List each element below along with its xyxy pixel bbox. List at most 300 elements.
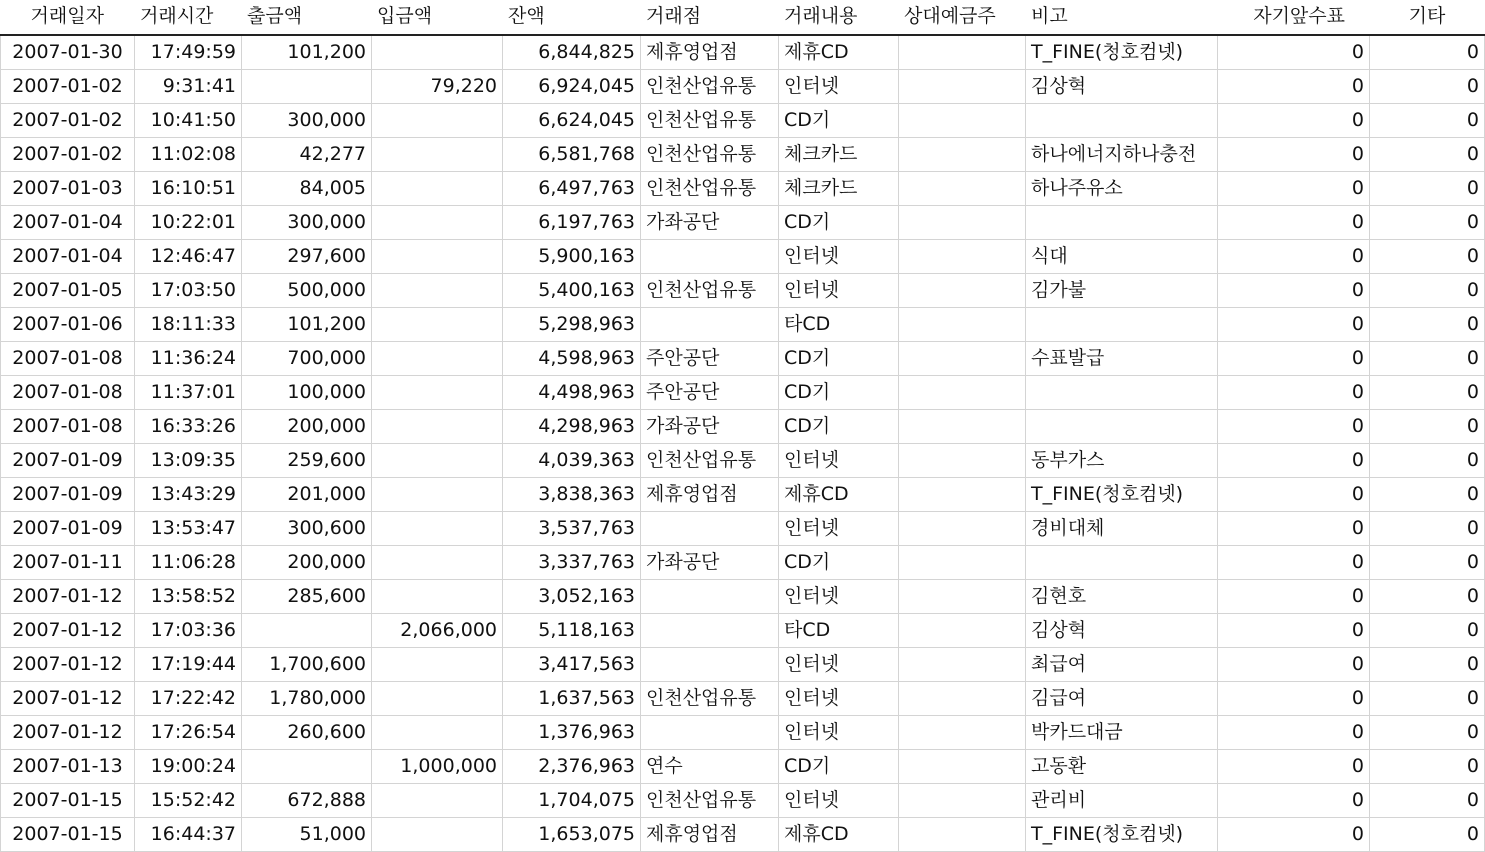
cell-withdrawal[interactable]: 1,780,000 <box>242 682 372 716</box>
cell-balance[interactable]: 6,624,045 <box>503 104 641 138</box>
cell-time[interactable]: 12:46:47 <box>135 240 242 274</box>
cell-other[interactable]: 0 <box>1370 376 1485 410</box>
cell-withdrawal[interactable] <box>242 70 372 104</box>
cell-counterparty[interactable] <box>899 580 1026 614</box>
cell-other[interactable]: 0 <box>1370 512 1485 546</box>
table-row[interactable] <box>1 138 1485 172</box>
cell-cashier-check[interactable]: 0 <box>1218 546 1370 580</box>
col-header-date[interactable]: 거래일자 <box>1 0 135 35</box>
table-row[interactable] <box>1 444 1485 478</box>
cell-cashier-check[interactable]: 0 <box>1218 70 1370 104</box>
cell-time[interactable]: 13:58:52 <box>135 580 242 614</box>
cell-memo[interactable]: 김현호 <box>1026 580 1218 614</box>
cell-branch[interactable]: 인천산업유통 <box>641 784 779 818</box>
cell-withdrawal[interactable] <box>242 750 372 784</box>
cell-date[interactable]: 2007-01-12 <box>1 682 135 716</box>
cell-time[interactable]: 17:19:44 <box>135 648 242 682</box>
cell-deposit[interactable] <box>372 138 503 172</box>
cell-date[interactable]: 2007-01-02 <box>1 104 135 138</box>
cell-date[interactable]: 2007-01-15 <box>1 784 135 818</box>
cell-counterparty[interactable] <box>899 648 1026 682</box>
cell-other[interactable]: 0 <box>1370 308 1485 342</box>
cell-description[interactable]: 타CD <box>779 614 899 648</box>
table-row[interactable] <box>1 546 1485 580</box>
cell-memo[interactable] <box>1026 206 1218 240</box>
cell-description[interactable]: 인터넷 <box>779 444 899 478</box>
cell-withdrawal[interactable]: 200,000 <box>242 546 372 580</box>
cell-date[interactable]: 2007-01-04 <box>1 206 135 240</box>
cell-cashier-check[interactable]: 0 <box>1218 240 1370 274</box>
cell-cashier-check[interactable]: 0 <box>1218 750 1370 784</box>
cell-other[interactable]: 0 <box>1370 342 1485 376</box>
cell-cashier-check[interactable]: 0 <box>1218 172 1370 206</box>
table-row[interactable] <box>1 512 1485 546</box>
cell-date[interactable]: 2007-01-08 <box>1 376 135 410</box>
cell-memo[interactable]: 관리비 <box>1026 784 1218 818</box>
cell-branch[interactable] <box>641 614 779 648</box>
table-row[interactable] <box>1 580 1485 614</box>
cell-balance[interactable]: 4,598,963 <box>503 342 641 376</box>
cell-deposit[interactable] <box>372 274 503 308</box>
cell-time[interactable]: 16:33:26 <box>135 410 242 444</box>
cell-deposit[interactable] <box>372 376 503 410</box>
cell-deposit[interactable]: 2,066,000 <box>372 614 503 648</box>
table-row[interactable] <box>1 342 1485 376</box>
cell-counterparty[interactable] <box>899 512 1026 546</box>
cell-memo[interactable]: 식대 <box>1026 240 1218 274</box>
cell-cashier-check[interactable]: 0 <box>1218 682 1370 716</box>
cell-date[interactable]: 2007-01-09 <box>1 444 135 478</box>
cell-withdrawal[interactable]: 42,277 <box>242 138 372 172</box>
cell-branch[interactable]: 제휴영업점 <box>641 818 779 852</box>
cell-other[interactable]: 0 <box>1370 70 1485 104</box>
cell-other[interactable]: 0 <box>1370 614 1485 648</box>
cell-date[interactable]: 2007-01-13 <box>1 750 135 784</box>
table-row[interactable] <box>1 172 1485 206</box>
cell-cashier-check[interactable]: 0 <box>1218 410 1370 444</box>
cell-balance[interactable]: 4,498,963 <box>503 376 641 410</box>
cell-withdrawal[interactable]: 500,000 <box>242 274 372 308</box>
cell-memo[interactable]: 경비대체 <box>1026 512 1218 546</box>
cell-counterparty[interactable] <box>899 308 1026 342</box>
cell-cashier-check[interactable]: 0 <box>1218 206 1370 240</box>
cell-branch[interactable] <box>641 240 779 274</box>
cell-memo[interactable]: 김가불 <box>1026 274 1218 308</box>
cell-branch[interactable]: 인천산업유통 <box>641 172 779 206</box>
cell-time[interactable]: 17:49:59 <box>135 35 242 70</box>
cell-branch[interactable]: 인천산업유통 <box>641 104 779 138</box>
cell-other[interactable]: 0 <box>1370 104 1485 138</box>
cell-date[interactable]: 2007-01-12 <box>1 614 135 648</box>
cell-time[interactable]: 16:44:37 <box>135 818 242 852</box>
cell-other[interactable]: 0 <box>1370 818 1485 852</box>
cell-other[interactable]: 0 <box>1370 682 1485 716</box>
cell-withdrawal[interactable]: 84,005 <box>242 172 372 206</box>
cell-balance[interactable]: 5,298,963 <box>503 308 641 342</box>
cell-balance[interactable]: 1,376,963 <box>503 716 641 750</box>
cell-time[interactable]: 18:11:33 <box>135 308 242 342</box>
cell-counterparty[interactable] <box>899 274 1026 308</box>
cell-branch[interactable]: 연수 <box>641 750 779 784</box>
col-header-branch[interactable]: 거래점 <box>641 0 779 35</box>
cell-time[interactable]: 17:03:50 <box>135 274 242 308</box>
cell-cashier-check[interactable]: 0 <box>1218 648 1370 682</box>
cell-date[interactable]: 2007-01-11 <box>1 546 135 580</box>
cell-withdrawal[interactable]: 51,000 <box>242 818 372 852</box>
cell-time[interactable]: 9:31:41 <box>135 70 242 104</box>
cell-time[interactable]: 10:41:50 <box>135 104 242 138</box>
cell-branch[interactable] <box>641 308 779 342</box>
cell-memo[interactable] <box>1026 308 1218 342</box>
cell-date[interactable]: 2007-01-12 <box>1 716 135 750</box>
cell-counterparty[interactable] <box>899 784 1026 818</box>
cell-deposit[interactable] <box>372 784 503 818</box>
cell-balance[interactable]: 5,118,163 <box>503 614 641 648</box>
cell-cashier-check[interactable]: 0 <box>1218 512 1370 546</box>
cell-memo[interactable]: 고동환 <box>1026 750 1218 784</box>
cell-other[interactable]: 0 <box>1370 716 1485 750</box>
cell-balance[interactable]: 1,653,075 <box>503 818 641 852</box>
cell-balance[interactable]: 3,838,363 <box>503 478 641 512</box>
cell-memo[interactable] <box>1026 104 1218 138</box>
cell-memo[interactable]: T_FINE(청호컴넷) <box>1026 35 1218 70</box>
col-header-deposit[interactable]: 입금액 <box>372 0 503 35</box>
cell-other[interactable]: 0 <box>1370 274 1485 308</box>
cell-counterparty[interactable] <box>899 682 1026 716</box>
cell-branch[interactable]: 가좌공단 <box>641 546 779 580</box>
cell-other[interactable]: 0 <box>1370 444 1485 478</box>
table-row[interactable] <box>1 410 1485 444</box>
cell-deposit[interactable] <box>372 444 503 478</box>
cell-time[interactable]: 17:26:54 <box>135 716 242 750</box>
table-row[interactable] <box>1 376 1485 410</box>
cell-deposit[interactable] <box>372 308 503 342</box>
cell-branch[interactable]: 인천산업유통 <box>641 70 779 104</box>
cell-balance[interactable]: 3,417,563 <box>503 648 641 682</box>
cell-other[interactable]: 0 <box>1370 35 1485 70</box>
cell-description[interactable]: 인터넷 <box>779 648 899 682</box>
cell-counterparty[interactable] <box>899 444 1026 478</box>
cell-description[interactable]: 제휴CD <box>779 478 899 512</box>
col-header-memo[interactable]: 비고 <box>1026 0 1218 35</box>
col-header-cashier-check[interactable]: 자기앞수표 <box>1218 0 1370 35</box>
cell-cashier-check[interactable]: 0 <box>1218 614 1370 648</box>
cell-description[interactable]: 인터넷 <box>779 240 899 274</box>
cell-deposit[interactable] <box>372 35 503 70</box>
cell-deposit[interactable] <box>372 580 503 614</box>
cell-description[interactable]: 인터넷 <box>779 784 899 818</box>
cell-time[interactable]: 16:10:51 <box>135 172 242 206</box>
cell-cashier-check[interactable]: 0 <box>1218 274 1370 308</box>
cell-date[interactable]: 2007-01-12 <box>1 580 135 614</box>
cell-withdrawal[interactable]: 201,000 <box>242 478 372 512</box>
cell-description[interactable]: 타CD <box>779 308 899 342</box>
cell-balance[interactable]: 1,637,563 <box>503 682 641 716</box>
cell-counterparty[interactable] <box>899 614 1026 648</box>
cell-branch[interactable]: 주안공단 <box>641 376 779 410</box>
cell-time[interactable]: 17:22:42 <box>135 682 242 716</box>
cell-balance[interactable]: 4,039,363 <box>503 444 641 478</box>
cell-memo[interactable]: 최급여 <box>1026 648 1218 682</box>
cell-description[interactable]: 제휴CD <box>779 818 899 852</box>
cell-balance[interactable]: 6,497,763 <box>503 172 641 206</box>
cell-description[interactable]: CD기 <box>779 104 899 138</box>
cell-deposit[interactable] <box>372 648 503 682</box>
cell-branch[interactable]: 인천산업유통 <box>641 274 779 308</box>
cell-balance[interactable]: 3,537,763 <box>503 512 641 546</box>
cell-cashier-check[interactable]: 0 <box>1218 104 1370 138</box>
cell-memo[interactable]: 박카드대금 <box>1026 716 1218 750</box>
table-row[interactable] <box>1 478 1485 512</box>
cell-description[interactable]: CD기 <box>779 750 899 784</box>
table-row[interactable] <box>1 750 1485 784</box>
cell-counterparty[interactable] <box>899 172 1026 206</box>
cell-withdrawal[interactable]: 700,000 <box>242 342 372 376</box>
cell-withdrawal[interactable]: 300,600 <box>242 512 372 546</box>
cell-withdrawal[interactable]: 300,000 <box>242 104 372 138</box>
cell-date[interactable]: 2007-01-02 <box>1 138 135 172</box>
cell-cashier-check[interactable]: 0 <box>1218 308 1370 342</box>
cell-other[interactable]: 0 <box>1370 784 1485 818</box>
cell-counterparty[interactable] <box>899 546 1026 580</box>
cell-other[interactable]: 0 <box>1370 240 1485 274</box>
cell-time[interactable]: 13:43:29 <box>135 478 242 512</box>
cell-description[interactable]: 제휴CD <box>779 35 899 70</box>
cell-memo[interactable]: 수표발급 <box>1026 342 1218 376</box>
cell-date[interactable]: 2007-01-09 <box>1 512 135 546</box>
cell-other[interactable]: 0 <box>1370 172 1485 206</box>
cell-counterparty[interactable] <box>899 478 1026 512</box>
cell-other[interactable]: 0 <box>1370 750 1485 784</box>
cell-description[interactable]: CD기 <box>779 342 899 376</box>
cell-withdrawal[interactable]: 101,200 <box>242 308 372 342</box>
cell-description[interactable]: 체크카드 <box>779 172 899 206</box>
table-row[interactable] <box>1 104 1485 138</box>
cell-time[interactable]: 11:37:01 <box>135 376 242 410</box>
cell-other[interactable]: 0 <box>1370 410 1485 444</box>
cell-description[interactable]: CD기 <box>779 376 899 410</box>
cell-description[interactable]: 인터넷 <box>779 274 899 308</box>
cell-other[interactable]: 0 <box>1370 580 1485 614</box>
cell-branch[interactable] <box>641 580 779 614</box>
cell-deposit[interactable] <box>372 478 503 512</box>
cell-counterparty[interactable] <box>899 716 1026 750</box>
table-row[interactable] <box>1 614 1485 648</box>
cell-balance[interactable]: 4,298,963 <box>503 410 641 444</box>
cell-cashier-check[interactable]: 0 <box>1218 716 1370 750</box>
cell-withdrawal[interactable]: 101,200 <box>242 35 372 70</box>
cell-branch[interactable]: 가좌공단 <box>641 206 779 240</box>
cell-branch[interactable]: 인천산업유통 <box>641 682 779 716</box>
cell-counterparty[interactable] <box>899 206 1026 240</box>
cell-cashier-check[interactable]: 0 <box>1218 478 1370 512</box>
cell-deposit[interactable] <box>372 410 503 444</box>
cell-memo[interactable]: 김급여 <box>1026 682 1218 716</box>
cell-description[interactable]: 인터넷 <box>779 70 899 104</box>
table-row[interactable] <box>1 716 1485 750</box>
table-row[interactable] <box>1 648 1485 682</box>
cell-deposit[interactable]: 79,220 <box>372 70 503 104</box>
cell-time[interactable]: 11:36:24 <box>135 342 242 376</box>
cell-withdrawal[interactable]: 672,888 <box>242 784 372 818</box>
cell-deposit[interactable] <box>372 546 503 580</box>
cell-balance[interactable]: 3,052,163 <box>503 580 641 614</box>
cell-description[interactable]: 인터넷 <box>779 580 899 614</box>
cell-time[interactable]: 11:02:08 <box>135 138 242 172</box>
cell-time[interactable]: 19:00:24 <box>135 750 242 784</box>
cell-counterparty[interactable] <box>899 410 1026 444</box>
cell-date[interactable]: 2007-01-02 <box>1 70 135 104</box>
cell-memo[interactable] <box>1026 376 1218 410</box>
cell-memo[interactable] <box>1026 546 1218 580</box>
cell-deposit[interactable] <box>372 104 503 138</box>
cell-date[interactable]: 2007-01-05 <box>1 274 135 308</box>
cell-deposit[interactable]: 1,000,000 <box>372 750 503 784</box>
cell-description[interactable]: CD기 <box>779 546 899 580</box>
col-header-withdrawal[interactable]: 출금액 <box>242 0 372 35</box>
cell-deposit[interactable] <box>372 818 503 852</box>
cell-balance[interactable]: 3,337,763 <box>503 546 641 580</box>
cell-withdrawal[interactable]: 200,000 <box>242 410 372 444</box>
cell-withdrawal[interactable] <box>242 614 372 648</box>
cell-withdrawal[interactable]: 100,000 <box>242 376 372 410</box>
cell-deposit[interactable] <box>372 512 503 546</box>
cell-balance[interactable]: 5,400,163 <box>503 274 641 308</box>
cell-other[interactable]: 0 <box>1370 546 1485 580</box>
table-row[interactable] <box>1 240 1485 274</box>
cell-date[interactable]: 2007-01-12 <box>1 648 135 682</box>
table-row[interactable] <box>1 682 1485 716</box>
cell-time[interactable]: 10:22:01 <box>135 206 242 240</box>
col-header-other[interactable]: 기타 <box>1370 0 1485 35</box>
cell-cashier-check[interactable]: 0 <box>1218 138 1370 172</box>
cell-deposit[interactable] <box>372 206 503 240</box>
cell-counterparty[interactable] <box>899 35 1026 70</box>
col-header-time[interactable]: 거래시간 <box>135 0 242 35</box>
cell-branch[interactable] <box>641 512 779 546</box>
cell-date[interactable]: 2007-01-04 <box>1 240 135 274</box>
cell-withdrawal[interactable]: 259,600 <box>242 444 372 478</box>
header-row <box>1 0 1485 35</box>
table-row[interactable] <box>1 274 1485 308</box>
cell-description[interactable]: CD기 <box>779 206 899 240</box>
cell-balance[interactable]: 6,197,763 <box>503 206 641 240</box>
cell-counterparty[interactable] <box>899 104 1026 138</box>
cell-counterparty[interactable] <box>899 750 1026 784</box>
cell-withdrawal[interactable]: 1,700,600 <box>242 648 372 682</box>
cell-memo[interactable]: 김상혁 <box>1026 614 1218 648</box>
cell-counterparty[interactable] <box>899 818 1026 852</box>
cell-counterparty[interactable] <box>899 376 1026 410</box>
cell-date[interactable]: 2007-01-30 <box>1 35 135 70</box>
table-row[interactable] <box>1 308 1485 342</box>
cell-date[interactable]: 2007-01-09 <box>1 478 135 512</box>
cell-deposit[interactable] <box>372 172 503 206</box>
cell-other[interactable]: 0 <box>1370 648 1485 682</box>
table-row[interactable] <box>1 818 1485 852</box>
cell-branch[interactable] <box>641 716 779 750</box>
cell-cashier-check[interactable]: 0 <box>1218 818 1370 852</box>
cell-branch[interactable]: 인천산업유통 <box>641 444 779 478</box>
cell-branch[interactable]: 주안공단 <box>641 342 779 376</box>
cell-balance[interactable]: 6,844,825 <box>503 35 641 70</box>
cell-cashier-check[interactable]: 0 <box>1218 376 1370 410</box>
cell-cashier-check[interactable]: 0 <box>1218 342 1370 376</box>
cell-deposit[interactable] <box>372 716 503 750</box>
cell-deposit[interactable] <box>372 682 503 716</box>
cell-branch[interactable] <box>641 648 779 682</box>
cell-date[interactable]: 2007-01-03 <box>1 172 135 206</box>
cell-withdrawal[interactable]: 297,600 <box>242 240 372 274</box>
cell-time[interactable]: 13:09:35 <box>135 444 242 478</box>
cell-memo[interactable]: T_FINE(청호컴넷) <box>1026 818 1218 852</box>
cell-memo[interactable]: 하나주유소 <box>1026 172 1218 206</box>
cell-balance[interactable]: 1,704,075 <box>503 784 641 818</box>
cell-branch[interactable]: 제휴영업점 <box>641 478 779 512</box>
cell-balance[interactable]: 5,900,163 <box>503 240 641 274</box>
cell-deposit[interactable] <box>372 240 503 274</box>
cell-cashier-check[interactable]: 0 <box>1218 580 1370 614</box>
cell-description[interactable]: 인터넷 <box>779 512 899 546</box>
cell-date[interactable]: 2007-01-15 <box>1 818 135 852</box>
col-header-balance[interactable]: 잔액 <box>503 0 641 35</box>
cell-memo[interactable]: 하나에너지하나충전 <box>1026 138 1218 172</box>
cell-memo[interactable]: 동부가스 <box>1026 444 1218 478</box>
cell-memo[interactable]: 김상혁 <box>1026 70 1218 104</box>
cell-description[interactable]: 인터넷 <box>779 716 899 750</box>
table-row[interactable] <box>1 35 1485 70</box>
cell-cashier-check[interactable]: 0 <box>1218 35 1370 70</box>
cell-memo[interactable]: T_FINE(청호컴넷) <box>1026 478 1218 512</box>
cell-deposit[interactable] <box>372 342 503 376</box>
col-header-description[interactable]: 거래내용 <box>779 0 899 35</box>
cell-balance[interactable]: 6,581,768 <box>503 138 641 172</box>
cell-other[interactable]: 0 <box>1370 206 1485 240</box>
cell-date[interactable]: 2007-01-08 <box>1 342 135 376</box>
cell-time[interactable]: 15:52:42 <box>135 784 242 818</box>
cell-other[interactable]: 0 <box>1370 138 1485 172</box>
cell-time[interactable]: 17:03:36 <box>135 614 242 648</box>
cell-counterparty[interactable] <box>899 342 1026 376</box>
cell-branch[interactable]: 인천산업유통 <box>641 138 779 172</box>
table-row[interactable] <box>1 206 1485 240</box>
cell-branch[interactable]: 가좌공단 <box>641 410 779 444</box>
cell-branch[interactable]: 제휴영업점 <box>641 35 779 70</box>
cell-date[interactable]: 2007-01-06 <box>1 308 135 342</box>
cell-description[interactable]: 인터넷 <box>779 682 899 716</box>
cell-description[interactable]: CD기 <box>779 410 899 444</box>
cell-balance[interactable]: 6,924,045 <box>503 70 641 104</box>
table-row[interactable] <box>1 70 1485 104</box>
cell-date[interactable]: 2007-01-08 <box>1 410 135 444</box>
cell-cashier-check[interactable]: 0 <box>1218 784 1370 818</box>
cell-withdrawal[interactable]: 260,600 <box>242 716 372 750</box>
cell-description[interactable]: 체크카드 <box>779 138 899 172</box>
cell-counterparty[interactable] <box>899 240 1026 274</box>
cell-time[interactable]: 13:53:47 <box>135 512 242 546</box>
cell-other[interactable]: 0 <box>1370 478 1485 512</box>
cell-memo[interactable] <box>1026 410 1218 444</box>
cell-withdrawal[interactable]: 285,600 <box>242 580 372 614</box>
cell-counterparty[interactable] <box>899 70 1026 104</box>
cell-counterparty[interactable] <box>899 138 1026 172</box>
col-header-counterparty[interactable]: 상대예금주 <box>899 0 1026 35</box>
cell-time[interactable]: 11:06:28 <box>135 546 242 580</box>
cell-withdrawal[interactable]: 300,000 <box>242 206 372 240</box>
cell-cashier-check[interactable]: 0 <box>1218 444 1370 478</box>
cell-balance[interactable]: 2,376,963 <box>503 750 641 784</box>
table-row[interactable] <box>1 784 1485 818</box>
